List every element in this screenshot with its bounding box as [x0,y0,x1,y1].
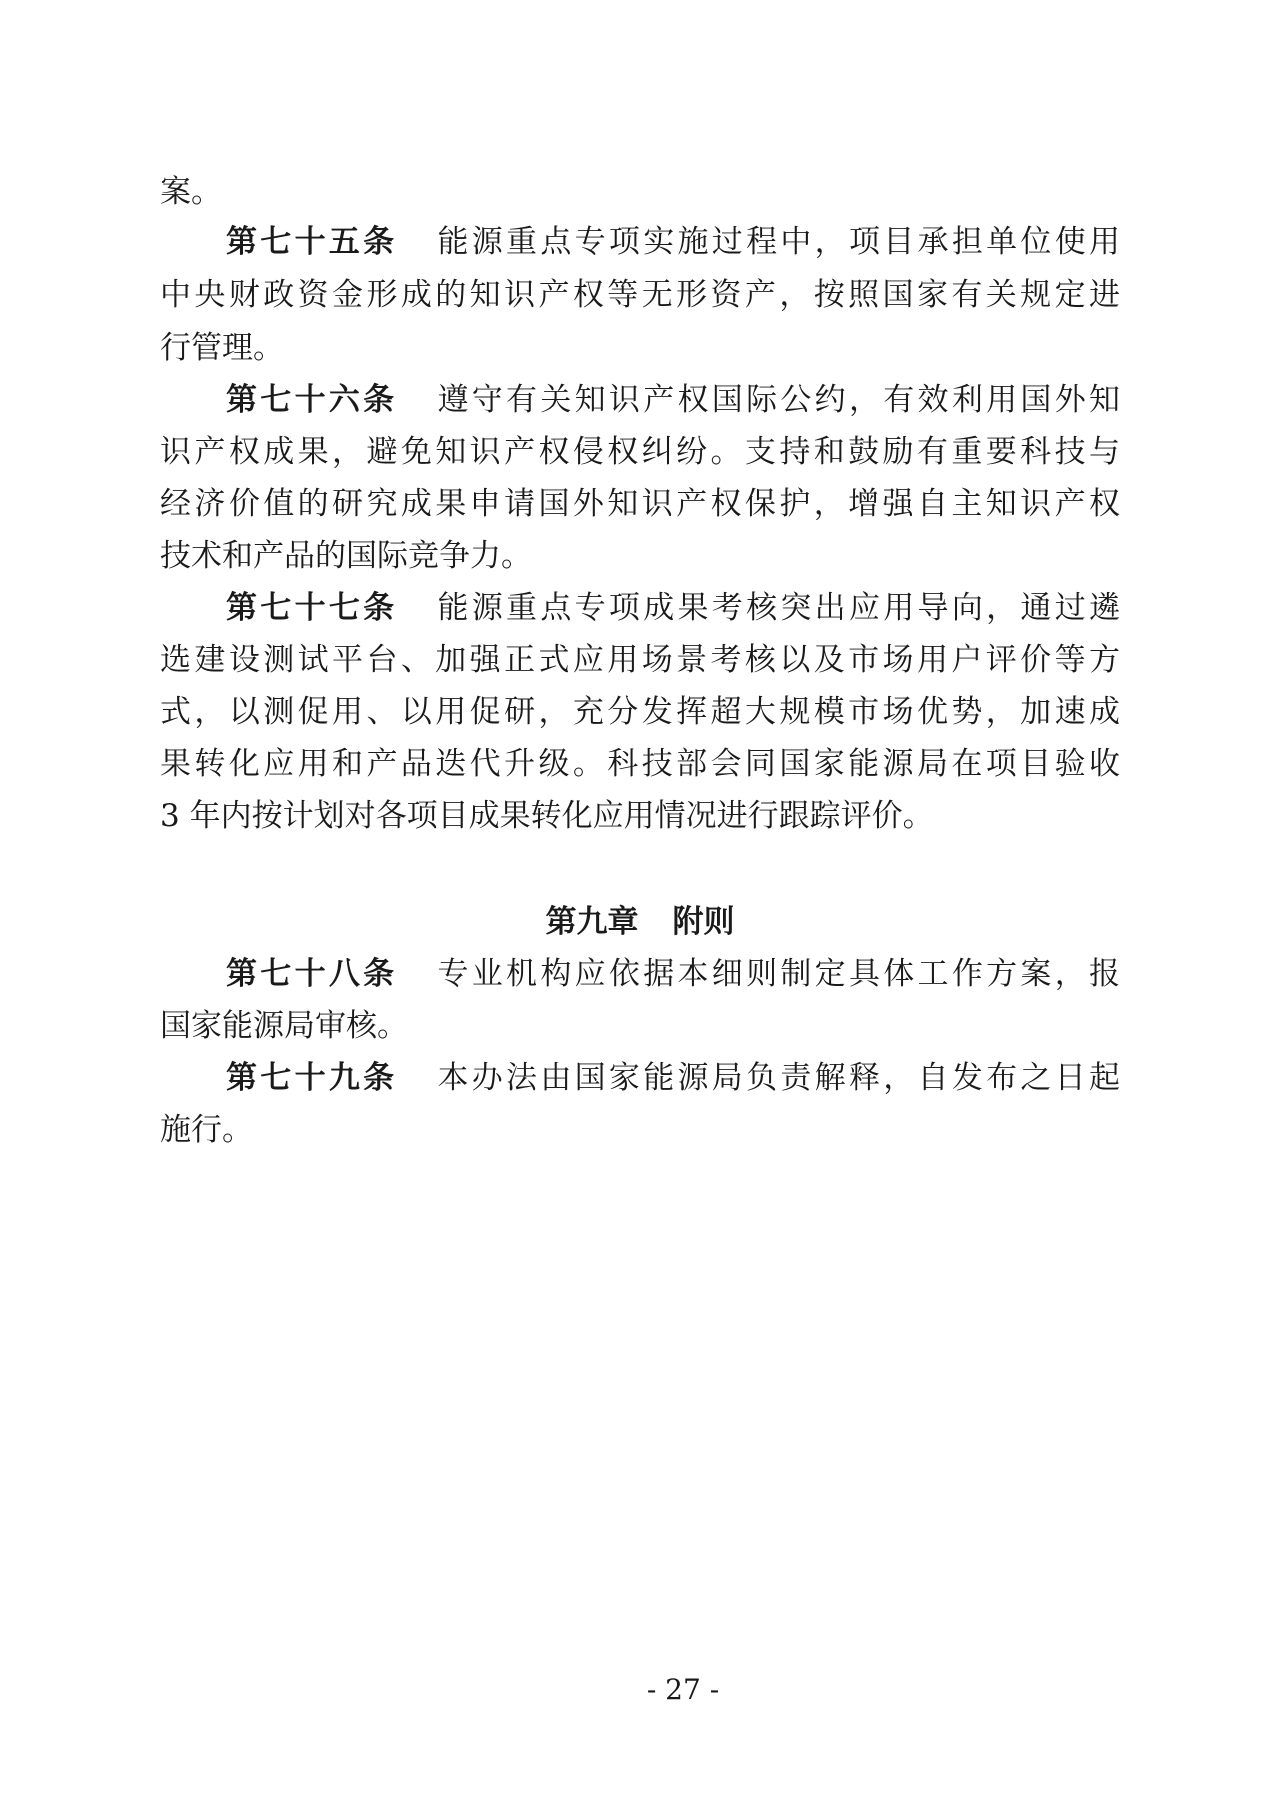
continuation-text: 案。 [160,174,222,210]
article-77-line-2: 选建设测试平台、加强正式应用场景考核以及市场用户评价等方 [160,642,1120,678]
article-75-number: 第七十五条 [226,224,398,260]
article-76-text: 遵守有关知识产权国际公约，有效利用国外知 [437,382,1121,418]
article-78-number: 第七十八条 [226,956,398,992]
chapter-title: 附则 [672,904,735,940]
article-79-line-2: 施行。 [160,1112,253,1148]
article-77-text: 能源重点专项成果考核突出应用导向，通过遴 [437,590,1121,626]
chapter-number: 第九章 [545,904,639,940]
article-77-line-3: 式，以测促用、以用促研，充分发挥超大规模市场优势，加速成 [160,694,1120,730]
article-75-text: 能源重点专项实施过程中，项目承担单位使用 [437,224,1121,260]
article-77-line-4: 果转化应用和产品迭代升级。科技部会同国家能源局在项目验收 [160,746,1120,782]
article-75-line-3: 行管理。 [160,330,284,366]
article-76-line-4: 技术和产品的国际竞争力。 [160,538,532,574]
article-76-line-2: 识产权成果，避免知识产权侵权纠纷。支持和鼓励有重要科技与 [160,434,1120,470]
article-75-line-2: 中央财政资金形成的知识产权等无形资产，按照国家有关规定进 [160,277,1120,313]
article-78-line-2: 国家能源局审核。 [160,1008,408,1044]
article-79-text: 本办法由国家能源局负责解释，自发布之日起 [437,1060,1121,1096]
article-75-line-1 [226,222,1120,262]
page-number: - 27 - [646,1673,720,1706]
article-79-line-1 [226,1058,1120,1098]
article-79-number: 第七十九条 [226,1060,398,1096]
article-76-line-1 [226,380,1120,420]
article-76-number: 第七十六条 [226,382,398,418]
article-77-line-1 [226,588,1120,628]
article-77-line-5: 3 年内按计划对各项目成果转化应用情况进行跟踪评价。 [160,798,934,834]
chapter-heading [0,902,1280,942]
article-76-line-3: 经济价值的研究成果申请国外知识产权保护，增强自主知识产权 [160,486,1120,522]
article-77-number: 第七十七条 [226,590,398,626]
article-78-text: 专业机构应依据本细则制定具体工作方案，报 [437,956,1121,992]
article-78-line-1 [226,954,1120,994]
